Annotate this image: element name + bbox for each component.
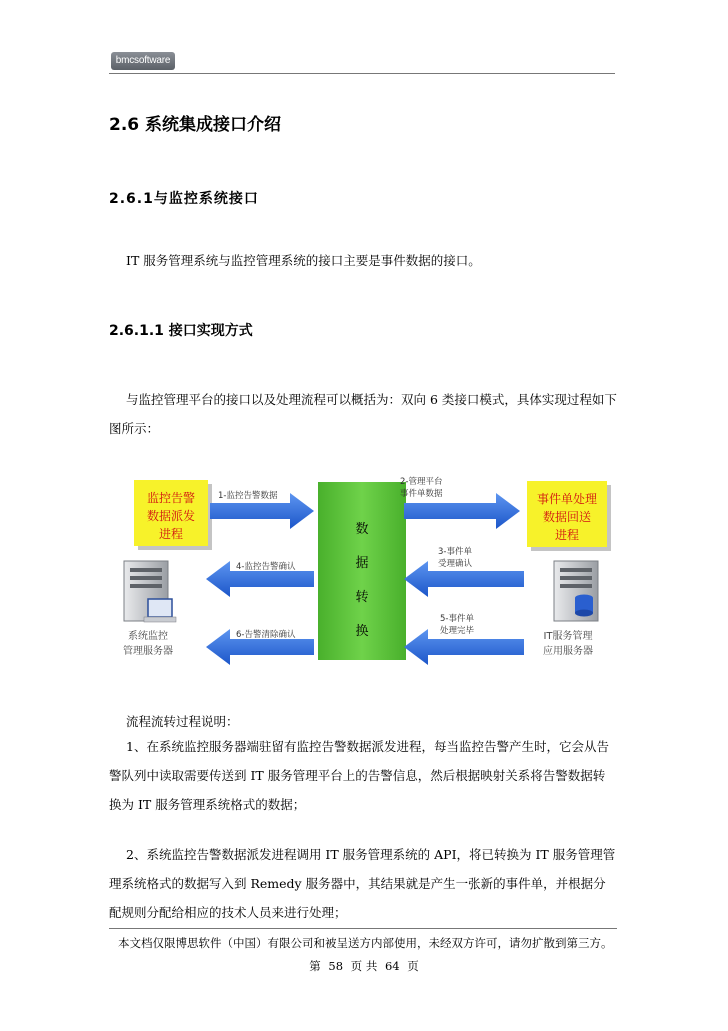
step-1-paragraph: 1、在系统监控服务器端驻留有监控告警数据派发进程，每当监控告警产生时，它会从告警队列中读取需要传送到 IT 服务管理平台上的告警信息，然后根据映射关系将告警数据转换为 IT 服务管理系统格式的数据；: [109, 739, 609, 812]
page-suffix: 页: [407, 959, 419, 973]
bmc-logo: bmcsoftware: [111, 52, 175, 70]
footer-divider: [109, 928, 617, 929]
page-total: 64: [384, 959, 400, 973]
page-prefix: 第: [309, 959, 321, 973]
mode-paragraph: 与监控管理平台的接口以及处理流程可以概括为：双向 6 类接口模式，具体实现过程如下图所示：: [109, 392, 617, 436]
footer-confidentiality-note: 本文档仅限博思软件（中国）有限公司和被呈送方内部使用，未经双方许可，请勿扩散到第三方。: [118, 936, 613, 950]
right-process-line: 事件单处理: [536, 492, 598, 506]
right-process-line: 进程: [554, 528, 580, 542]
left-server-label: 系统监控: [128, 631, 168, 642]
arrow-3-label: 受理确认: [438, 559, 473, 569]
left-process-line: 数据派发: [146, 509, 196, 523]
left-process-line: 监控告警: [146, 491, 196, 505]
page-current: 58: [328, 959, 344, 973]
page-number: [0, 958, 728, 974]
arrow-3-label: 3-事件单: [438, 547, 472, 557]
itsm-server-icon: [554, 561, 598, 621]
arrow-2-label: 2-管理平台: [400, 477, 443, 487]
arrow-1-label: 1-监控告警数据: [218, 491, 278, 501]
flow-title: 流程流转过程说明：: [126, 714, 239, 729]
step-2-paragraph: 2、系统监控告警数据派发进程调用 IT 服务管理系统的 API，将已转换为 IT 服务管理管理系统格式的数据写入到 Remedy 服务器中，其结果就是产生一张新的事件单，并根据分配规则分配给相应的技术人员来进行处理；: [109, 847, 616, 920]
right-server-label: IT服务管理: [543, 631, 593, 642]
center-char: 数: [355, 522, 369, 537]
header-divider: [109, 73, 615, 74]
center-char: 换: [355, 624, 369, 639]
section-heading: 2.6 系统集成接口介绍: [109, 115, 282, 135]
center-char: 转: [355, 590, 369, 605]
intro-paragraph: IT 服务管理系统与监控管理系统的接口主要是事件数据的接口。: [126, 253, 481, 268]
page-mid: 页 共: [350, 959, 378, 973]
right-server-label: 应用服务器: [543, 646, 593, 657]
arrow-4-label: 4-监控告警确认: [236, 562, 296, 572]
center-char: 据: [355, 556, 369, 571]
subsubsection-heading: 2.6.1.1 接口实现方式: [109, 323, 253, 339]
interface-flow-diagram: [118, 475, 618, 670]
arrow-5-label: 处理完毕: [440, 626, 475, 636]
left-server-label: 管理服务器: [123, 646, 173, 657]
subsection-heading: 2.6.1与监控系统接口: [109, 191, 259, 207]
arrow-5-label: 5-事件单: [440, 614, 474, 624]
monitor-server-icon: [124, 561, 176, 622]
arrow-2-label: 事件单数据: [400, 489, 443, 499]
right-process-line: 数据回送: [542, 510, 592, 524]
arrow-6-label: 6-告警清除确认: [236, 630, 296, 640]
left-process-line: 进程: [158, 527, 184, 541]
